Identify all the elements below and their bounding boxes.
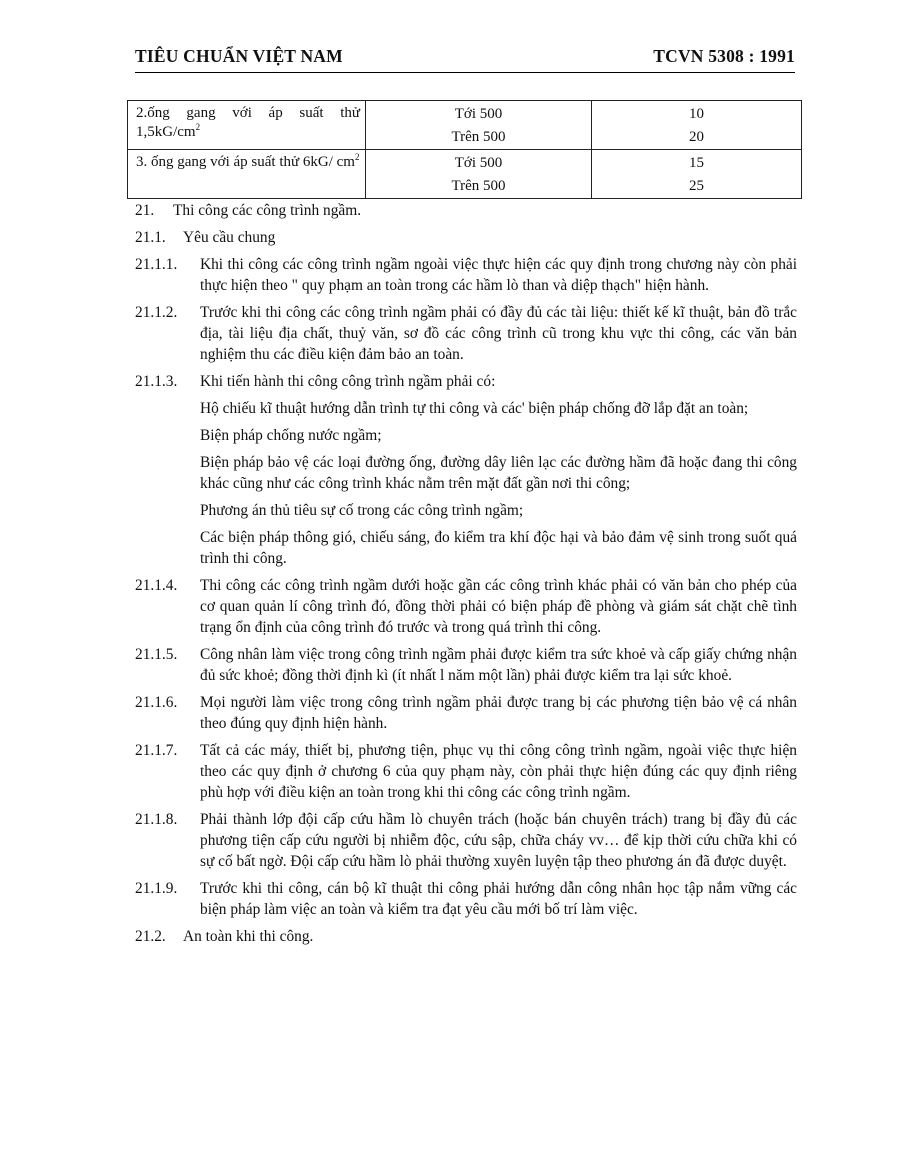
range-value: Trên 500 (451, 129, 506, 145)
header-divider (135, 72, 795, 73)
list-item: Phương án thủ tiêu sự cố trong các công trình ngầm; (200, 502, 524, 519)
clause-21-1-1: 21.1.1. Khi thi công các công trình ngầm ngoài việc thực hiện các quy định trong chương này còn phải thực hiện theo " quy phạm an toàn trong các hầm lò than và diệp thạch" hiện hành. (135, 256, 797, 294)
clause-21-1-6: 21.1.6. Mọi người làm việc trong công trình ngầm phải được trang bị các phương tiện bảo vệ cá nhân theo đúng quy định hiện hành. (135, 694, 797, 732)
list-item: Biện pháp bảo vệ các loại đường ống, đường dây liên lạc các đường hầm đã hoặc đang thi công khác cũng như các công trình khác nằm trên mặt đất gần nơi thi công; (200, 454, 797, 492)
list-item: Biện pháp chống nước ngầm; (200, 427, 382, 444)
cell-value: 15 (689, 155, 704, 171)
list-item: Các biện pháp thông gió, chiếu sáng, đo kiểm tra khí độc hại và bảo đảm vệ sinh trong suốt quá trình thi công. (200, 529, 797, 567)
header-standard-name: TIÊU CHUẨN VIỆT NAM (135, 46, 343, 66)
table-cell-value (592, 150, 802, 199)
clause-21-1-9: 21.1.9. Trước khi thi công, cán bộ kĩ thuật thi công phải hướng dẫn công nhân học tập nắm vững các biện pháp làm việc an toàn và kiểm tra đạt yêu cầu mới bố trí làm việc. (135, 880, 797, 918)
section-heading: 21. Thi công các công trình ngầm. (135, 202, 362, 219)
header-standard-code: TCVN 5308 : 1991 (653, 46, 795, 66)
clause-21-1-4: 21.1.4. Thi công các công trình ngầm dưới hoặc gần các công trình khác phải có văn bản cho phép của cơ quan quản lí công trình đó, đồng thời phải có biện pháp đề phòng và giám sát chặt chẽ tình trạng ổn định của công trình đó trước và trong quá trình thi công. (135, 577, 797, 636)
table-cell-range (366, 150, 592, 199)
table-cell-range (366, 101, 592, 150)
table-row (128, 150, 802, 199)
range-value: Tới 500 (454, 155, 503, 171)
document-body (135, 200, 797, 953)
subsection-heading: 21.2. An toàn khi thi công. (135, 928, 314, 945)
subsection-heading: 21.1. Yêu cầu chung (135, 229, 276, 246)
clause-21-1-3: 21.1.3. Khi tiến hành thi công công trình ngầm phải có: (135, 373, 496, 390)
page-header (135, 46, 795, 72)
clause-21-1-8: 21.1.8. Phải thành lớp đội cấp cứu hầm lò chuyên trách (hoặc bán chuyên trách) trang bị đầy đủ các phương tiện cấp cứu người bị nhiễm độc, cứu sập, chữa cháy vv… để kịp thời cứu chữa khi có sự cố bất ngờ. Đội cấp cứu hầm lò phải thường xuyên luyện tập theo phương án đã được duyệt. (135, 811, 797, 870)
cell-value: 20 (689, 129, 704, 145)
table-cell-label: 3. ống gang với áp suất thử 6kG/ $cm^2$ (128, 150, 366, 199)
list-item: Hộ chiếu kĩ thuật hướng dẫn trình tự thi công và các' biện pháp chống đỡ lắp đặt an toàn; (200, 400, 749, 417)
range-value: Trên 500 (451, 178, 506, 194)
table-row (128, 101, 802, 150)
cell-value: 25 (689, 178, 704, 194)
pipe-test-table (127, 100, 802, 199)
clause-21-1-7: 21.1.7. Tất cả các máy, thiết bị, phương tiện, phục vụ thi công công trình ngầm, ngoài việc thực hiện theo các quy định ở chương 6 của quy phạm này, còn phải thực hiện đúng các quy định riêng phù hợp với điều kiện an toàn trong khi thi công các công trình ngầm. (135, 742, 797, 801)
clause-21-1-5: 21.1.5. Công nhân làm việc trong công trình ngầm phải được kiểm tra sức khoẻ và cấp giấy chứng nhận đủ sức khoẻ; đồng thời định kì (ít nhất l năm một lần) phải được kiểm tra lại sức khoẻ. (135, 646, 797, 684)
clause-21-1-2: 21.1.2. Trước khi thi công các công trình ngầm phải có đầy đủ các tài liệu: thiết kế kĩ thuật, bản đồ trắc địa, tài liệu địa chất, thuỷ văn, sơ đồ các công trình cũ trong khu vực thi công, các văn bản nghiệm thu các điều kiện đảm bảo an toàn. (135, 304, 797, 363)
table-cell-value (592, 101, 802, 150)
table-cell-label: 2.ống gang với áp suất thử $1,5kG/cm^2$ (128, 101, 366, 150)
cell-value: 10 (689, 106, 704, 122)
range-value: Tới 500 (454, 106, 503, 122)
